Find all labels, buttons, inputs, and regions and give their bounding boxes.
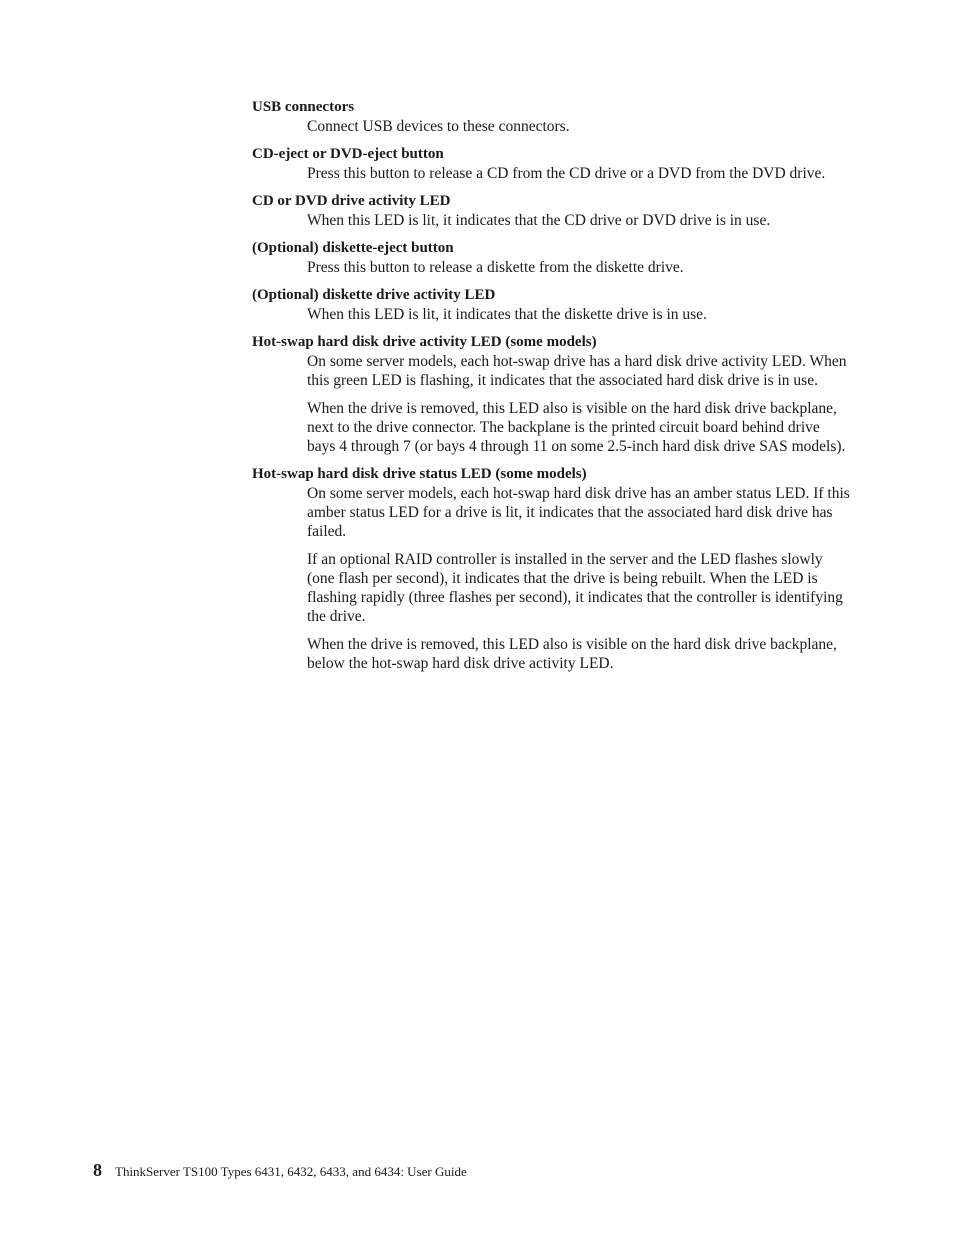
definition-body — [307, 117, 852, 136]
page-number: 8 — [93, 1160, 102, 1180]
definition-list — [252, 98, 852, 682]
term-heading: Hot-swap hard disk drive status LED (some models) — [252, 466, 587, 482]
definition-paragraph: When the drive is removed, this LED also is visible on the hard disk drive backplane, next to the drive connector. The backplane is the printed circuit board behind drive bays 4 through 7 (or bays 4 through 11 on some 2.5-inch hard disk drive SAS models). — [307, 400, 846, 455]
term-heading: CD or DVD drive activity LED — [252, 193, 451, 209]
definition-body — [307, 164, 852, 183]
document-title: ThinkServer TS100 Types 6431, 6432, 6433, and 6434: User Guide — [115, 1164, 467, 1179]
definition-body — [307, 305, 852, 324]
entry-cd-eject-button — [252, 145, 852, 183]
definition-paragraph: Connect USB devices to these connectors. — [307, 118, 570, 135]
definition-paragraph: On some server models, each hot-swap hard disk drive has an amber status LED. If this amber status LED for a drive is lit, it indicates that the associated hard disk drive has failed. — [307, 485, 850, 540]
entry-diskette-eject-button — [252, 239, 852, 277]
definition-paragraph: If an optional RAID controller is installed in the server and the LED flashes slowly (one flash per second), it indicates that the drive is being rebuilt. When the LED is flashing rapidly (three flashes per second), it indicates that the controller is identifying the drive. — [307, 551, 843, 625]
term-heading: (Optional) diskette-eject button — [252, 240, 454, 256]
page-footer — [93, 1160, 467, 1181]
definition-body — [307, 484, 852, 673]
definition-paragraph: Press this button to release a CD from the CD drive or a DVD from the DVD drive. — [307, 165, 826, 182]
term-heading: Hot-swap hard disk drive activity LED (some models) — [252, 334, 597, 350]
term-heading: USB connectors — [252, 99, 355, 115]
entry-hot-swap-activity-led — [252, 333, 852, 456]
definition-paragraph: When this LED is lit, it indicates that the diskette drive is in use. — [307, 306, 707, 323]
definition-paragraph: On some server models, each hot-swap drive has a hard disk drive activity LED. When this green LED is flashing, it indicates that the associated hard disk drive is in use. — [307, 353, 847, 389]
term-heading: (Optional) diskette drive activity LED — [252, 287, 496, 303]
entry-usb-connectors — [252, 98, 852, 136]
definition-body — [307, 352, 852, 456]
entry-diskette-activity-led — [252, 286, 852, 324]
definition-paragraph: When the drive is removed, this LED also is visible on the hard disk drive backplane, below the hot-swap hard disk drive activity LED. — [307, 636, 837, 672]
definition-body — [307, 258, 852, 277]
definition-body — [307, 211, 852, 230]
entry-cd-activity-led — [252, 192, 852, 230]
definition-paragraph: Press this button to release a diskette from the diskette drive. — [307, 259, 684, 276]
term-heading: CD-eject or DVD-eject button — [252, 146, 444, 162]
entry-hot-swap-status-led — [252, 465, 852, 673]
definition-paragraph: When this LED is lit, it indicates that the CD drive or DVD drive is in use. — [307, 212, 771, 229]
